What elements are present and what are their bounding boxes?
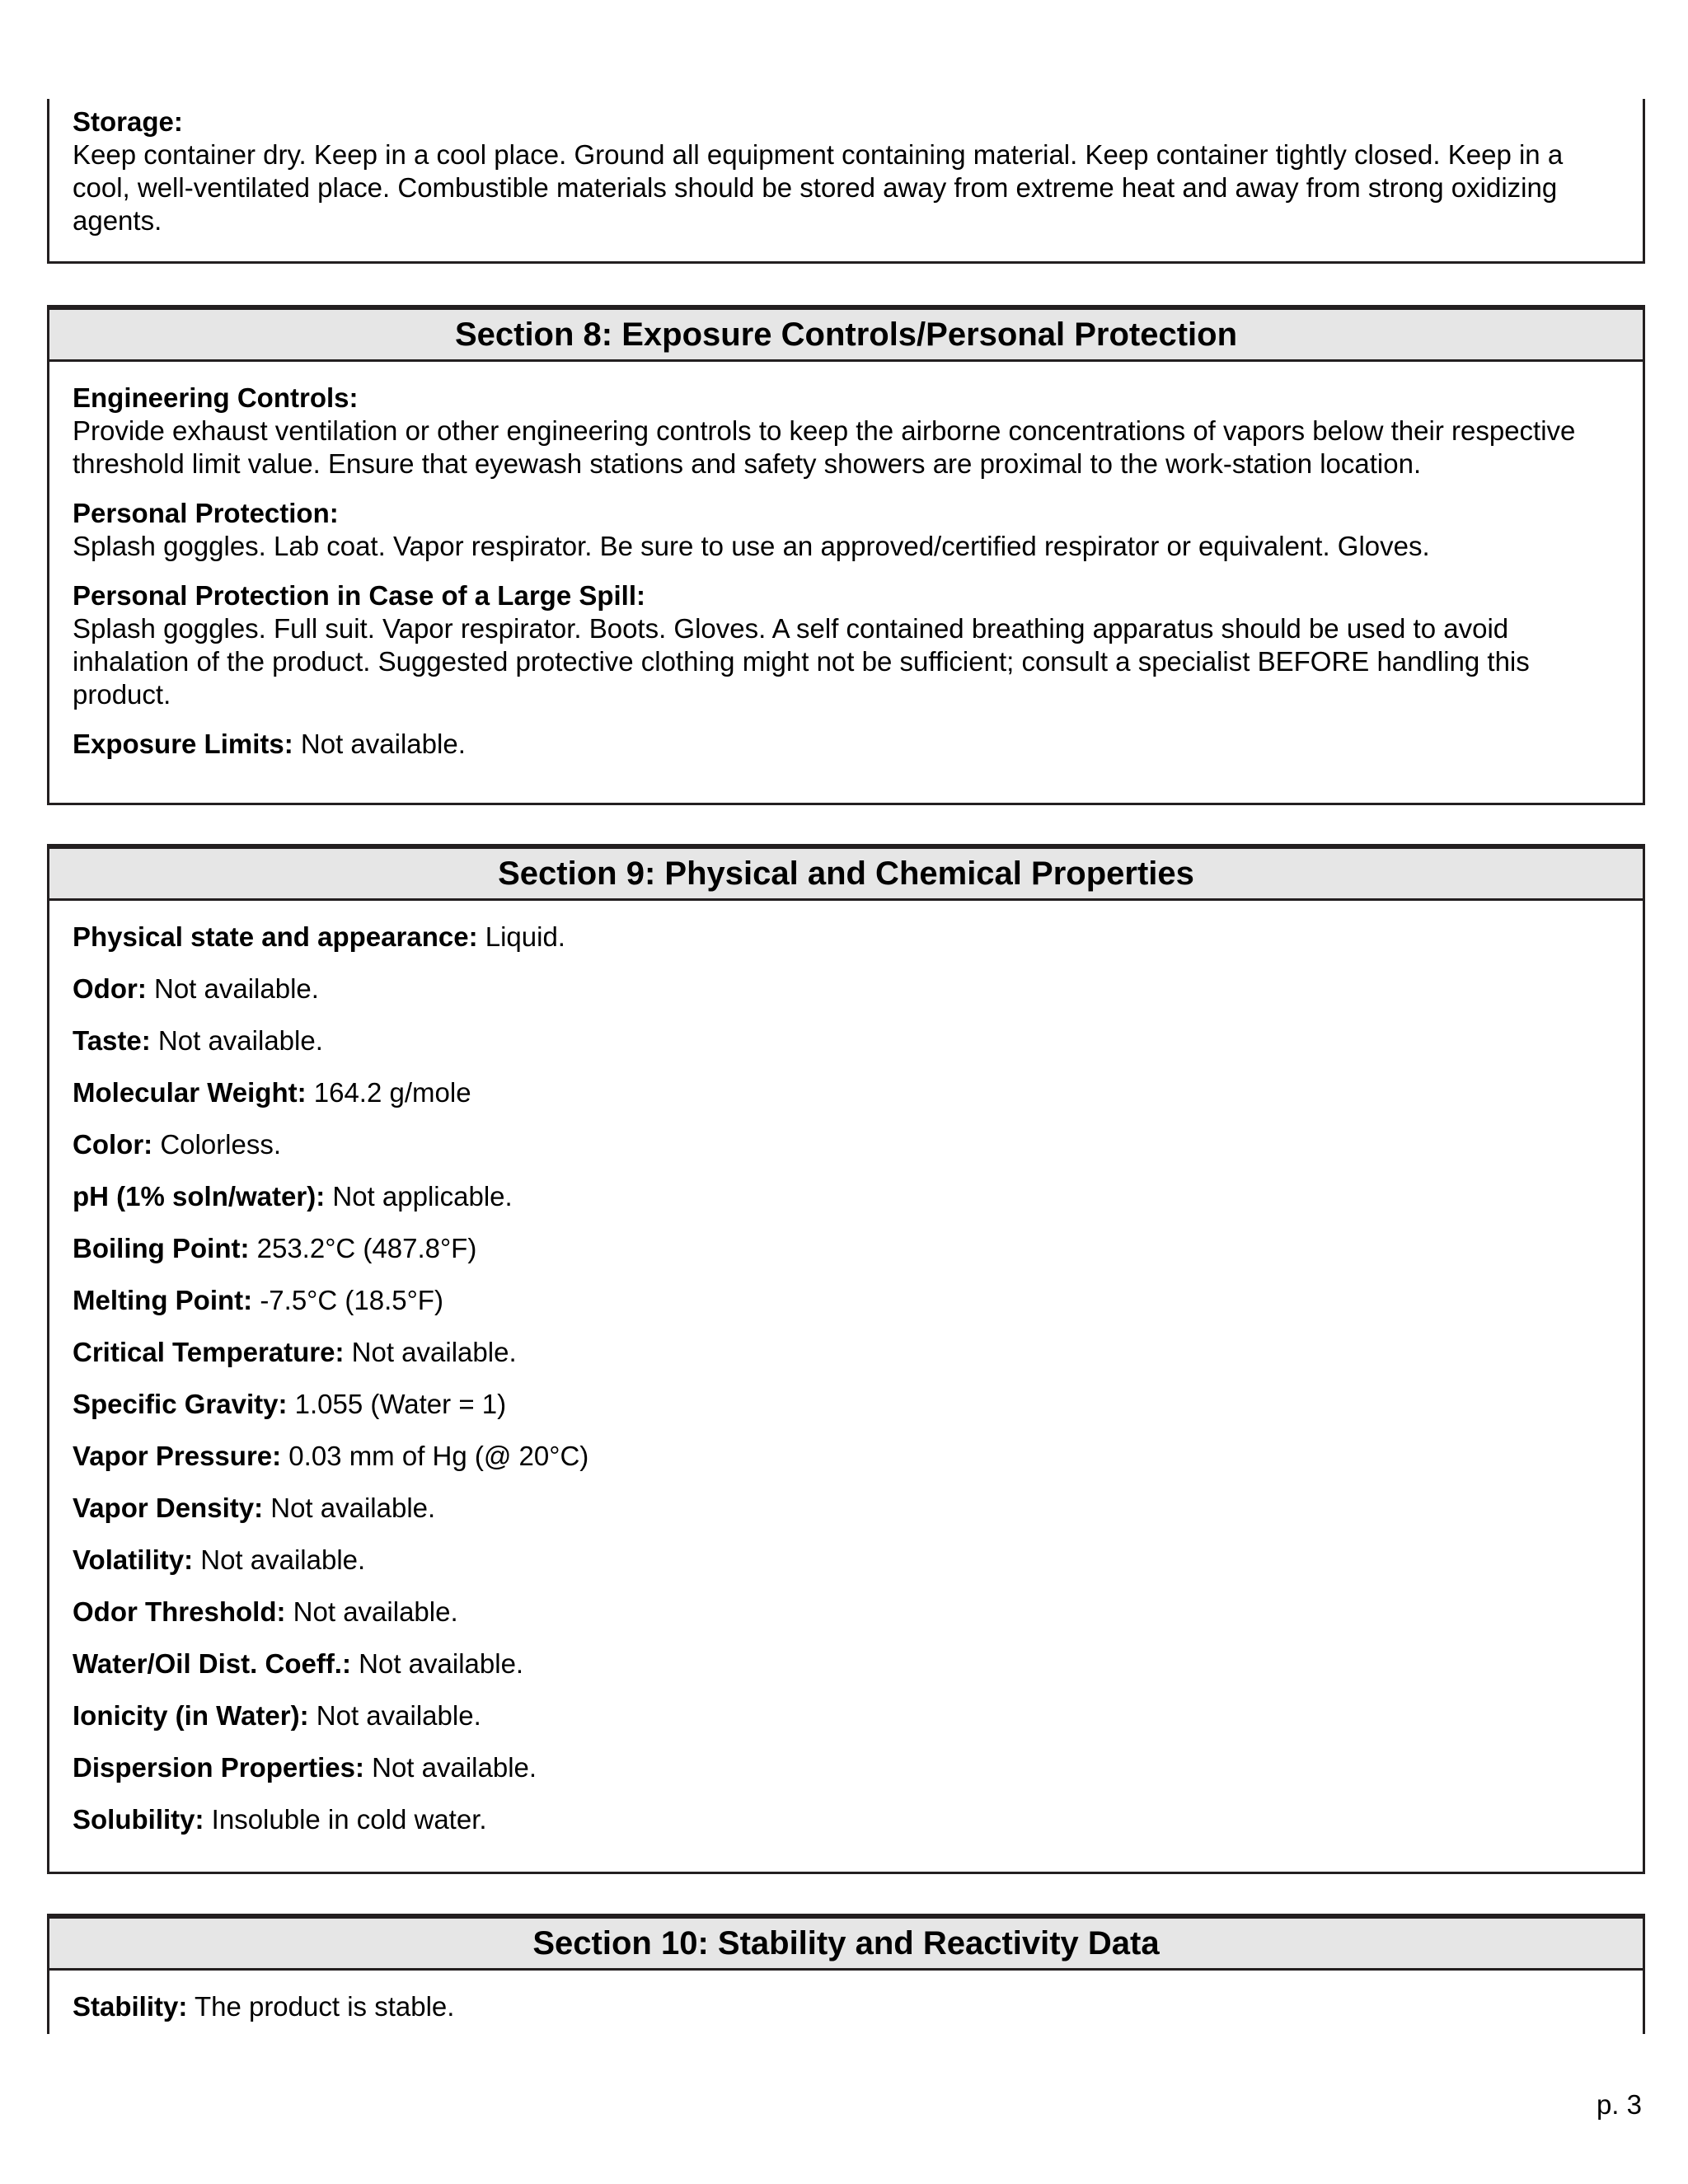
property-label: Odor: [73,973,147,1004]
personal-protection-heading: Personal Protection: [73,498,339,528]
property-label: Molecular Weight: [73,1077,307,1108]
property-value: Not available. [270,1493,436,1523]
property-row [73,1699,1620,1751]
section-10-title: Section 10: Stability and Reactivity Data [49,1919,1643,1971]
property-value: Not available. [154,973,319,1004]
property-value: -7.5°C (18.5°F) [260,1285,443,1315]
engineering-controls-heading: Engineering Controls: [73,382,359,413]
property-row [73,921,1620,972]
property-row [73,1232,1620,1284]
exposure-limits-line [73,728,1620,761]
personal-protection-block [73,497,1620,563]
property-row [73,1388,1620,1440]
storage-block [73,105,1620,237]
property-value: Not available. [359,1648,524,1679]
property-value: Insoluble in cold water. [211,1804,487,1835]
property-value: Not available. [200,1544,366,1575]
property-label: Volatility: [73,1544,194,1575]
property-label: Water/Oil Dist. Coeff.: [73,1648,351,1679]
property-value: Not applicable. [332,1181,513,1212]
storage-heading: Storage: [73,106,183,137]
property-row [73,1544,1620,1596]
engineering-controls-block [73,382,1620,480]
property-value: 1.055 (Water = 1) [294,1389,507,1419]
property-row [73,1751,1620,1803]
property-label: Critical Temperature: [73,1337,345,1367]
section-9-title: Section 9: Physical and Chemical Properties [49,849,1643,901]
property-row [73,1492,1620,1544]
property-value: Liquid. [485,921,565,952]
exposure-limits-label: Exposure Limits: [73,729,293,759]
property-row [73,1440,1620,1492]
property-row [73,972,1620,1024]
property-value: Not available. [157,1025,323,1056]
property-row [73,1647,1620,1699]
engineering-controls-text: Provide exhaust ventilation or other engineering controls to keep the airborne concentrations of vapors below their respective threshold limit value. Ensure that eyewash stations and safety showers are proximal to the work-station location. [73,415,1576,479]
property-value: 164.2 g/mole [313,1077,471,1108]
property-value: Not available. [293,1596,458,1627]
property-label: Vapor Density: [73,1493,264,1523]
property-value: 253.2°C (487.8°F) [256,1233,477,1263]
property-row [73,1803,1620,1855]
section-9-box [47,844,1645,1874]
property-label: Dispersion Properties: [73,1752,364,1783]
large-spill-heading: Personal Protection in Case of a Large Spill: [73,580,645,611]
property-row [73,1128,1620,1180]
property-row [73,1024,1620,1076]
property-label: Physical state and appearance: [73,921,478,952]
property-label: Taste: [73,1025,151,1056]
property-value: Not available. [316,1700,481,1731]
property-value: Colorless. [160,1129,282,1160]
property-row [73,1336,1620,1388]
property-value: Not available. [372,1752,537,1783]
property-row [73,1180,1620,1232]
property-label: Melting Point: [73,1285,253,1315]
large-spill-text: Splash goggles. Full suit. Vapor respirator. Boots. Gloves. A self contained breathing apparatus should be used to avoid inhalation of the product. Suggested protective clothing might not be sufficient; consult a specialist BEFORE handling this product. [73,613,1530,710]
stability-value: The product is stable. [194,1991,455,2022]
section-8-box [47,305,1645,805]
property-label: Specific Gravity: [73,1389,288,1419]
property-row [73,1284,1620,1336]
property-label: Boiling Point: [73,1233,250,1263]
property-label: Solubility: [73,1804,204,1835]
storage-box [47,99,1645,264]
personal-protection-text: Splash goggles. Lab coat. Vapor respirator. Be sure to use an approved/certified respirator or equivalent. Gloves. [73,531,1430,561]
section-10-box [47,1914,1645,2034]
property-value: Not available. [351,1337,517,1367]
property-label: Odor Threshold: [73,1596,286,1627]
storage-text: Keep container dry. Keep in a cool place. Ground all equipment containing material. Keep container tightly closed. Keep in a cool, well-ventilated place. Combustible materials should be stored away from extreme heat and away from strong oxidizing agents. [73,139,1564,236]
page-number: p. 3 [1596,2089,1642,2120]
property-label: Ionicity (in Water): [73,1700,309,1731]
property-row [73,1596,1620,1647]
property-label: pH (1% soln/water): [73,1181,326,1212]
stability-label: Stability: [73,1991,188,2022]
property-value: 0.03 mm of Hg (@ 20°C) [288,1441,589,1471]
property-row [73,1076,1620,1128]
large-spill-block [73,579,1620,711]
property-label: Vapor Pressure: [73,1441,282,1471]
property-label: Color: [73,1129,153,1160]
properties-list [49,921,1643,1855]
exposure-limits-value: Not available. [300,729,466,759]
section-8-title: Section 8: Exposure Controls/Personal Protection [49,310,1643,362]
stability-line [73,1990,1620,2023]
